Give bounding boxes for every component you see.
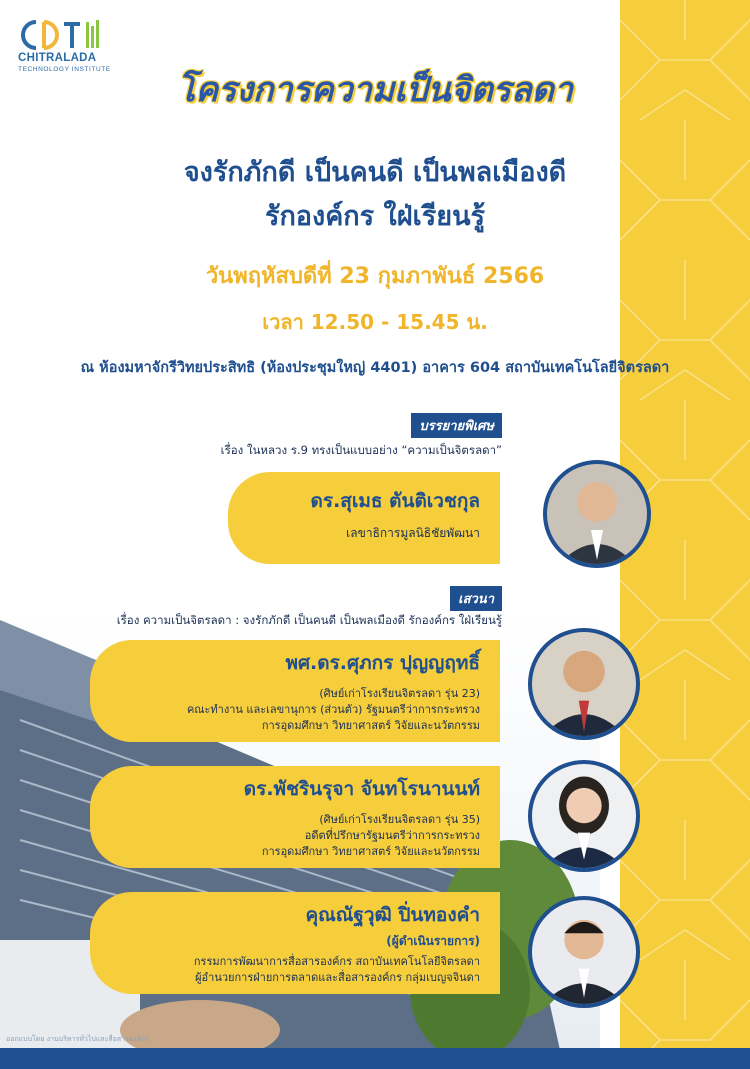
speaker-name: ดร.พัชรินรุจา จันทโรนานนท์ xyxy=(243,778,480,800)
logo-subtitle: TECHNOLOGY INSTITUTE xyxy=(18,66,111,73)
slogan-line-2: รักองค์กร ใฝ่เรียนรู้ xyxy=(264,201,486,232)
lecture-tag: บรรยายพิเศษ xyxy=(411,413,502,438)
person-icon xyxy=(547,464,647,564)
speaker-line: (ศิษย์เก่าโรงเรียนจิตรลดา รุ่น 23) xyxy=(319,687,480,700)
speaker-photo-2 xyxy=(528,628,640,740)
seminar-topic: เรื่อง ความเป็นจิตรลดา : จงรักภักดี เป็นคนดี เป็นพลเมืองดี รักองค์กร ใฝ่เรียนรู้ xyxy=(116,613,502,627)
speaker-name: คุณณัฐวุฒิ ปิ่นทองคำ xyxy=(305,904,480,926)
speaker-line: ผู้อำนวยการฝ่ายการตลาดและสื่อสารองค์กร กลุ่มเบญจจินดา xyxy=(195,971,480,984)
footer-credit: ออกแบบโดย งานบริหารทั่วไปและสื่อสารองค์กร xyxy=(6,1035,150,1043)
speaker-line: กรรมการพัฒนาการสื่อสารองค์กร สถาบันเทคโนโลยีจิตรลดา xyxy=(193,955,480,968)
seminar-tag: เสวนา xyxy=(450,586,502,611)
event-date: วันพฤหัสบดีที่ 23 กุมภาพันธ์ 2566 xyxy=(205,264,545,289)
speaker-name: ดร.สุเมธ ตันติเวชกุล xyxy=(310,490,480,512)
slogan-line-1: จงรักภักดี เป็นคนดี เป็นพลเมืองดี xyxy=(183,157,567,188)
speaker-photo-4 xyxy=(528,896,640,1008)
logo-name: CHITRALADA xyxy=(18,52,97,64)
speaker-card-3 xyxy=(90,766,500,868)
moderator-label: (ผู้ดำเนินรายการ) xyxy=(386,934,480,948)
speaker-card-2 xyxy=(90,640,500,742)
speaker-line: (ศิษย์เก่าโรงเรียนจิตรลดา รุ่น 35) xyxy=(319,813,480,826)
cdti-logo-icon xyxy=(18,18,108,52)
person-icon xyxy=(532,632,636,736)
speaker-line: คณะทำงาน และเลขานุการ (ส่วนตัว) รัฐมนตรีว่าการกระทรวง xyxy=(186,703,480,716)
project-title: โครงการความเป็นจิตรลดา xyxy=(177,70,573,110)
event-venue: ณ ห้องมหาจักรีวิทยประสิทธิ (ห้องประชุมใหญ่ 4401) อาคาร 604 สถาบันเทคโนโลยีจิตรลดา xyxy=(80,360,670,376)
speaker-name: พศ.ดร.ศุภกร ปุญญฤทธิ์ xyxy=(285,652,480,674)
person-icon xyxy=(532,764,636,868)
speaker-card-1 xyxy=(228,472,500,564)
speaker-position: เลขาธิการมูลนิธิชัยพัฒนา xyxy=(346,526,480,540)
footer-bar xyxy=(0,1048,750,1069)
speaker-line: การอุดมศึกษา วิทยาศาสตร์ วิจัยและนวัตกรรม xyxy=(261,845,480,858)
speaker-photo-1 xyxy=(543,460,651,568)
speaker-line: อดีตที่ปรึกษารัฐมนตรีว่าการกระทรวง xyxy=(304,829,480,842)
lecture-topic: เรื่อง ในหลวง ร.9 ทรงเป็นแบบอย่าง “ความเป็นจิตรลดา” xyxy=(220,443,502,457)
event-time: เวลา 12.50 - 15.45 น. xyxy=(262,310,488,334)
person-icon xyxy=(532,900,636,1004)
speaker-line: การอุดมศึกษา วิทยาศาสตร์ วิจัยและนวัตกรรม xyxy=(261,719,480,732)
speaker-photo-3 xyxy=(528,760,640,872)
speaker-card-4 xyxy=(90,892,500,994)
